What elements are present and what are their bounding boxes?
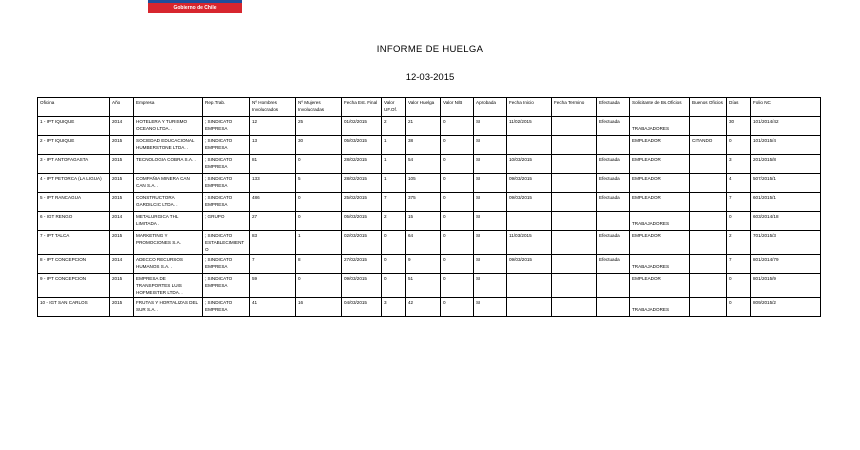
table-cell: 09/03/2015 [507,255,552,274]
table-cell: 0 [441,298,474,317]
table-cell [690,231,727,255]
table-cell [507,274,552,298]
logo-red-bar: Gobierno de Chile [148,3,242,13]
table-cell: 2 [382,117,406,136]
table-cell [552,174,597,193]
column-header: Fecha Inicio [507,98,552,117]
table-cell: 201/2015/8 [751,155,821,174]
table-cell [597,136,630,155]
table-cell: 10 - IGT SAN CARLOS [38,298,110,317]
table-cell: SOCIEDAD EDUCACIONAL HUMBERSTONE LTDA. . [134,136,203,155]
table-cell: 133 [250,174,296,193]
table-cell: 2014 [110,117,134,136]
table-cell: ADECCO RECURSOS HUMANOS S.A. . [134,255,203,274]
table-cell: COMPAÑIA MINERA CAN CAN S.A. . [134,174,203,193]
table-cell: 0 [441,231,474,255]
table-cell: 09/03/2015 [507,193,552,212]
table-cell [690,117,727,136]
solicitante-value: TRABAJADORES [632,126,670,131]
table-cell: MARKETING Y PROMOCIONES S.A. [134,231,203,255]
gobierno-logo [148,0,242,13]
table-cell: EMPLEADOR [630,231,690,255]
table-cell: HOTELERA Y TURISMO OCEANO LTDA. . [134,117,203,136]
table-cell: 27/02/2015 [342,255,382,274]
table-cell: 38 [406,136,441,155]
table-cell: 8 - IPT CONCEPCION [38,255,110,274]
table-cell: SI [474,117,507,136]
table-cell [690,174,727,193]
table-cell: SI [474,274,507,298]
table-cell: 41 [250,298,296,317]
table-cell: SI [474,136,507,155]
column-header: Nº Mujeres Involucradas [296,98,342,117]
table-cell: 0 [296,155,342,174]
table-cell: 0 [727,274,751,298]
table-cell: 2015 [110,193,134,212]
column-header: Buenos Oficios [690,98,727,117]
table-cell [597,298,630,317]
table-cell: 3 - IPT ANTOFAGASTA [38,155,110,174]
table-cell: 81 [250,155,296,174]
table-cell: 0 [296,193,342,212]
table-cell: 5 [296,174,342,193]
table-cell: SI [474,174,507,193]
table-cell: 2015 [110,231,134,255]
table-cell: 5 - IPT RANCAGUA [38,193,110,212]
table-row [38,298,821,317]
column-header: Efectuada [597,98,630,117]
report-date: 12-03-2015 [405,72,455,83]
table-row [38,231,821,255]
table-cell: 13 [250,136,296,155]
table-cell: 2014 [110,255,134,274]
table-cell: 2015 [110,136,134,155]
table-cell: EMPLEADOR [630,155,690,174]
table-cell [552,231,597,255]
table-cell: 12 [250,117,296,136]
table-cell [690,155,727,174]
table-cell: 7 - IPT TALCA [38,231,110,255]
table-cell: 0 [296,212,342,231]
table-cell: 3 [382,298,406,317]
table-cell: 0 [441,174,474,193]
table-cell [507,136,552,155]
table-cell: 8 [296,255,342,274]
table-cell: 2014 [110,212,134,231]
table-cell: ; SINDICATO EMPRESA [203,155,250,174]
table-row [38,155,821,174]
table-cell: 02/03/2015 [342,231,382,255]
table-cell: 1 [382,155,406,174]
table-cell: 25/02/2015 [342,193,382,212]
table-cell: 30 [727,117,751,136]
table-cell [597,212,630,231]
table-cell: 51 [406,274,441,298]
table-cell: 7 [250,255,296,274]
table-cell: 15 [406,212,441,231]
table-cell: 04/03/2015 [342,298,382,317]
table-cell: 0 [727,212,751,231]
table-row [38,255,821,274]
table-cell: 27 [250,212,296,231]
table-cell: Efectuada [597,174,630,193]
column-header: Empresa [134,98,203,117]
table-cell: 30 [296,136,342,155]
table-cell [552,212,597,231]
table-cell: 507/2015/1 [751,174,821,193]
table-cell: 10/03/2015 [507,155,552,174]
table-cell: 0 [382,274,406,298]
table-cell: 25 [296,117,342,136]
table-cell: EMPLEADOR [630,136,690,155]
table-cell: 1 [296,231,342,255]
table-cell: CITANDO [690,136,727,155]
table-cell [690,298,727,317]
table-cell: 701/2015/3 [751,231,821,255]
table-cell: 1 - IPT IQUIQUE [38,117,110,136]
table-cell: Efectuada [597,231,630,255]
table-cell: 2015 [110,155,134,174]
table-row [38,193,821,212]
table-cell: 801/2014/79 [751,255,821,274]
table-cell: 0 [441,255,474,274]
table-cell: 101/2014/42 [751,117,821,136]
table-cell [552,298,597,317]
table-cell: 0 [441,193,474,212]
table-cell: EMPLEADOR [630,274,690,298]
table-cell: ; SINDICATO EMPRESA [203,117,250,136]
table-cell: Efectuada [597,193,630,212]
table-cell: 59 [250,274,296,298]
table-cell: 4 [727,174,751,193]
table-row [38,174,821,193]
table-cell: 0 [441,155,474,174]
table-cell [597,274,630,298]
table-cell: Efectuada [597,155,630,174]
table-cell: ; SINDICATO EMPRESA [203,274,250,298]
table-cell: 1 [382,136,406,155]
table-cell: 09/03/2015 [342,274,382,298]
table-cell: 0 [296,274,342,298]
table-cell [552,255,597,274]
table-cell: 2 [382,212,406,231]
table-body [38,117,821,317]
column-header: Año [110,98,134,117]
table-cell: 0 [727,136,751,155]
column-header: Oficina [38,98,110,117]
table-cell [630,255,690,274]
table-cell [630,298,690,317]
table-cell: 2015 [110,174,134,193]
table-cell: SI [474,155,507,174]
table-row [38,136,821,155]
table-cell: 0 [727,298,751,317]
table-cell: 0 [382,255,406,274]
table-cell: SI [474,255,507,274]
table-cell: 486 [250,193,296,212]
table-cell: 09/03/2015 [507,174,552,193]
column-header: Fecha Termino [552,98,597,117]
table-cell: CONSTRUCTORA GARDILCIC LTDA. . [134,193,203,212]
column-header: Nº Hombres Involucrados [250,98,296,117]
table-cell: 11/03/2015 [507,231,552,255]
table-cell: 28/02/2015 [342,155,382,174]
table-cell: 21 [406,117,441,136]
table-cell: EMPRESA DE TRANSPORTES LUIS HOFMEISTER LTDA. . [134,274,203,298]
solicitante-value: TRABAJADORES [632,307,670,312]
table-cell: Efectuada [597,255,630,274]
table-cell: ; SINDICATO ESTABLECIMIENTO [203,231,250,255]
table-cell [552,274,597,298]
table-cell: ; SINDICATO EMPRESA [203,298,250,317]
table-cell: SI [474,231,507,255]
table-cell: 7 [727,255,751,274]
table-cell: 9 [406,255,441,274]
solicitante-value: TRABAJADORES [632,264,670,269]
table-cell: 2 - IPT IQUIQUE [38,136,110,155]
table-cell: FRUTAS Y HORTALIZAS DEL SUR S.A. . [134,298,203,317]
table-cell: 83 [250,231,296,255]
report-title: INFORME DE HUELGA [376,44,484,55]
table-cell: METALURGICA THL LIMITADA . [134,212,203,231]
column-header: Días [727,98,751,117]
table-cell: 54 [406,155,441,174]
table-cell [552,136,597,155]
table-cell [552,193,597,212]
table-cell: 7 [727,193,751,212]
table-cell: 0 [441,274,474,298]
table-header-row [38,98,821,117]
table-cell: EMPLEADOR [630,174,690,193]
table-cell: 11/02/2015 [507,117,552,136]
table-cell: ; SINDICATO EMPRESA [203,255,250,274]
column-header: Valor Huelga [406,98,441,117]
table-cell: 01/02/2015 [342,117,382,136]
table-cell: 603/2014/18 [751,212,821,231]
table-cell: ; SINDICATO EMPRESA [203,174,250,193]
column-header: Fecha Est. Final [342,98,382,117]
table-cell: 16 [296,298,342,317]
table-cell: 0 [441,117,474,136]
table-cell [552,155,597,174]
table-cell [552,117,597,136]
table-cell: ; GRUPO [203,212,250,231]
column-header: Rep.Trab. [203,98,250,117]
table-cell [690,193,727,212]
table-cell: 0 [441,136,474,155]
table-cell: 42 [406,298,441,317]
table-cell: 4 - IPT PETORCA (LA LIGUA) [38,174,110,193]
column-header: Solicitante de Bs.Oficios [630,98,690,117]
table-cell: 2 [727,231,751,255]
table-cell: 7 [382,193,406,212]
table-cell [507,298,552,317]
column-header: Folio NC [751,98,821,117]
table-cell: TECNOLOGIA COBRA S.A. . [134,155,203,174]
strike-report-table [37,97,821,317]
table-cell: 9 - IPT CONCEPCION [38,274,110,298]
table-cell: 2015 [110,274,134,298]
table-cell [690,212,727,231]
table-cell: 2015 [110,298,134,317]
table-cell: SI [474,298,507,317]
table-cell: EMPLEADOR [630,193,690,212]
table-row [38,212,821,231]
table-cell: 101/2015/4 [751,136,821,155]
table-cell: Efectuada [597,117,630,136]
table-cell [507,212,552,231]
table-cell: SI [474,193,507,212]
table-cell: 0 [441,212,474,231]
table-cell: 64 [406,231,441,255]
table-cell: 809/2015/2 [751,298,821,317]
table-cell: 375 [406,193,441,212]
table-cell: 801/2015/9 [751,274,821,298]
table-cell: 28/02/2015 [342,174,382,193]
table-cell: 05/03/2015 [342,136,382,155]
table-cell: 3 [727,155,751,174]
table-cell: 601/2015/1 [751,193,821,212]
table-cell: 105 [406,174,441,193]
table-cell: 6 - IGT RENGO [38,212,110,231]
solicitante-value: TRABAJADORES [632,221,670,226]
table-cell [690,255,727,274]
table-cell: ; SINDICATO EMPRESA [203,193,250,212]
table-cell: 0 [382,231,406,255]
table-cell [630,212,690,231]
table-cell: ; SINDICATO EMPRESA [203,136,250,155]
column-header: Valor UF.Of. [382,98,406,117]
table-cell: SI [474,212,507,231]
table-cell [630,117,690,136]
column-header: Valor N/B [441,98,474,117]
table-row [38,274,821,298]
table-row [38,117,821,136]
table-cell [690,274,727,298]
column-header: Aprobada [474,98,507,117]
table-cell: 1 [382,174,406,193]
table-cell: 05/03/2015 [342,212,382,231]
